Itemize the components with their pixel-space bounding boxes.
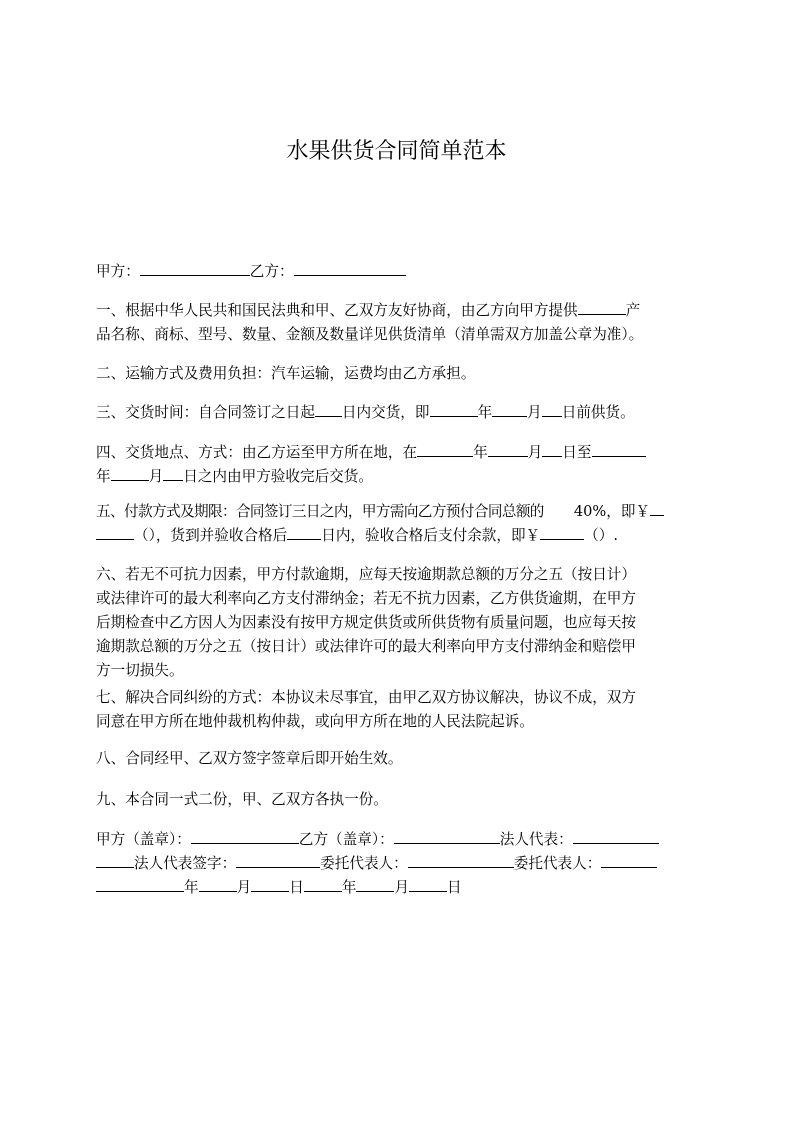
- end-month-blank: [111, 466, 149, 481]
- day-blank: [542, 402, 562, 417]
- clause-6-line-3: 后期检查中乙方因人为因素没有按甲方规定供货或所供货物有质量问题，也应每天按: [96, 614, 636, 631]
- agent-2-label: 委托代表人：: [513, 855, 602, 872]
- agent-2-blank-a: [601, 853, 657, 868]
- clause-3-text-e: 日前供货。: [561, 404, 635, 421]
- clause-4-text-a: 四、交货地点、方式：由乙方运至甲方所在地，在: [96, 444, 418, 461]
- clause-2-text: 二、运输方式及费用负担：汽车运输，运费均由乙方承担。: [96, 365, 476, 382]
- signature-block: [96, 828, 698, 900]
- month-1-blank: [199, 877, 237, 892]
- sign-year-1: 年: [184, 879, 199, 896]
- clause-9-text: 九、本合同一式二份，甲、乙双方各执一份。: [96, 791, 388, 808]
- start-year-blank: [417, 442, 473, 457]
- sign-day-1: 日: [289, 879, 304, 896]
- party-a-seal-label: 甲方（盖章）：: [96, 831, 191, 848]
- clause-6-line-2: 或法律许可的最大利率向乙方支付滞纳金；若无不抗力因素，乙方供货逾期，在甲方: [96, 590, 636, 607]
- end-day-blank: [163, 466, 183, 481]
- clause-4-year: 年: [473, 444, 488, 461]
- clause-9: [96, 788, 698, 812]
- legal-rep-blank-a: [573, 829, 659, 844]
- clause-4-year-2: 年: [96, 468, 111, 485]
- product-blank: [578, 300, 626, 315]
- acceptance-days-blank: [287, 525, 321, 540]
- days-blank: [315, 402, 342, 417]
- clause-7: [96, 686, 698, 734]
- balance-blank: [540, 525, 584, 540]
- sign-month-1: 月: [236, 879, 252, 896]
- sign-month-2: 月: [394, 879, 410, 896]
- clause-6-line-1: 六、若无不可抗力因素，甲方付款逾期，应每天按逾期款总额的万分之五（按日计）: [96, 566, 636, 583]
- day-2-blank: [409, 877, 447, 892]
- party-b-label: 乙方：: [249, 263, 294, 280]
- clause-1-text-b: 产: [625, 302, 641, 319]
- legal-rep-blank-b: [96, 853, 134, 868]
- clause-8: [96, 747, 698, 771]
- legal-rep-sign-blank: [236, 853, 320, 868]
- start-day-blank: [542, 442, 562, 457]
- start-month-blank: [488, 442, 528, 457]
- clause-4-to: 日至: [562, 444, 592, 461]
- clause-4-text-g: 日之内由甲方验收完后交货。: [183, 468, 373, 485]
- party-a-seal-blank: [191, 829, 299, 844]
- clause-1: [96, 299, 698, 347]
- clause-3-text-a: 三、交货时间：自合同签订之日起: [96, 404, 315, 421]
- party-a-label: 甲方：: [96, 263, 140, 280]
- clause-2: [96, 362, 698, 386]
- party-a-blank: [140, 261, 250, 276]
- day-1-blank: [251, 877, 289, 892]
- clause-5-percent: 40%，即￥: [573, 503, 651, 520]
- prepay-blank-a: [650, 501, 664, 516]
- clause-8-text: 八、合同经甲、乙双方签字签章后即开始生效。: [96, 750, 403, 767]
- legal-rep-sign-label: 法人代表签字：: [134, 855, 237, 872]
- clause-5-text-c: （），货到并验收合格后: [134, 527, 288, 544]
- clause-6-line-5: 方一切损失。: [96, 662, 184, 679]
- clause-3-year: 年: [477, 404, 493, 421]
- clause-7-line-2: 同意在甲方所在地仲裁机构仲裁，或向甲方所在地的人民法院起诉。: [96, 713, 534, 730]
- clause-6-line-4: 逾期款总额的万分之五（按日计）或法律许可的最大利率向甲方支付滞纳金和赔偿甲: [96, 638, 636, 655]
- clause-4-month: 月: [527, 444, 543, 461]
- year-blank: [430, 402, 478, 417]
- clause-7-line-1: 七、解决合同纠纷的方式：本协议未尽事宜，由甲乙双方协议解决，协议不成，双方: [96, 689, 636, 706]
- sign-day-2: 日: [447, 879, 462, 896]
- end-year-blank-a: [592, 442, 646, 457]
- party-b-seal-label: 乙方（盖章）：: [298, 831, 394, 848]
- prepay-blank-b: [96, 525, 134, 540]
- clause-5-text-d: 日内，验收合格后支付余款，即￥: [321, 527, 541, 544]
- party-b-seal-blank: [394, 829, 500, 844]
- party-b-blank: [294, 261, 406, 276]
- clause-1-text-a: 一、根据中华人民共和国民法典和甲、乙双方友好协商，由乙方向甲方提供: [96, 302, 578, 319]
- document-title: 水果供货合同简单范本: [286, 139, 507, 164]
- clause-3-text-b: 日内交货，即: [341, 404, 430, 421]
- clause-6: [96, 563, 698, 683]
- month-blank: [492, 402, 527, 417]
- parties-line: [96, 260, 698, 284]
- clause-3: [96, 401, 698, 425]
- clause-5-text-a: 五、付款方式及期限：合同签订三日之内，甲方需向乙方预付合同总额的: [96, 503, 544, 520]
- clause-4-month-2: 月: [148, 468, 164, 485]
- legal-rep-label: 法人代表：: [499, 831, 573, 848]
- clause-5: [96, 500, 698, 548]
- clause-3-month: 月: [527, 404, 542, 421]
- agent-2-blank-b: [96, 877, 184, 892]
- clause-1-line-2: 品名称、商标、型号、数量、金额及数量详见供货清单（清单需双方加盖公章为准）。: [96, 326, 644, 343]
- sign-year-2: 年: [341, 879, 357, 896]
- month-2-blank: [356, 877, 394, 892]
- year-2-blank: [304, 877, 342, 892]
- clause-5-text-e: （）.: [584, 527, 618, 544]
- clause-4: [96, 441, 698, 489]
- agent-1-label: 委托代表人：: [320, 855, 408, 872]
- agent-1-blank: [408, 853, 514, 868]
